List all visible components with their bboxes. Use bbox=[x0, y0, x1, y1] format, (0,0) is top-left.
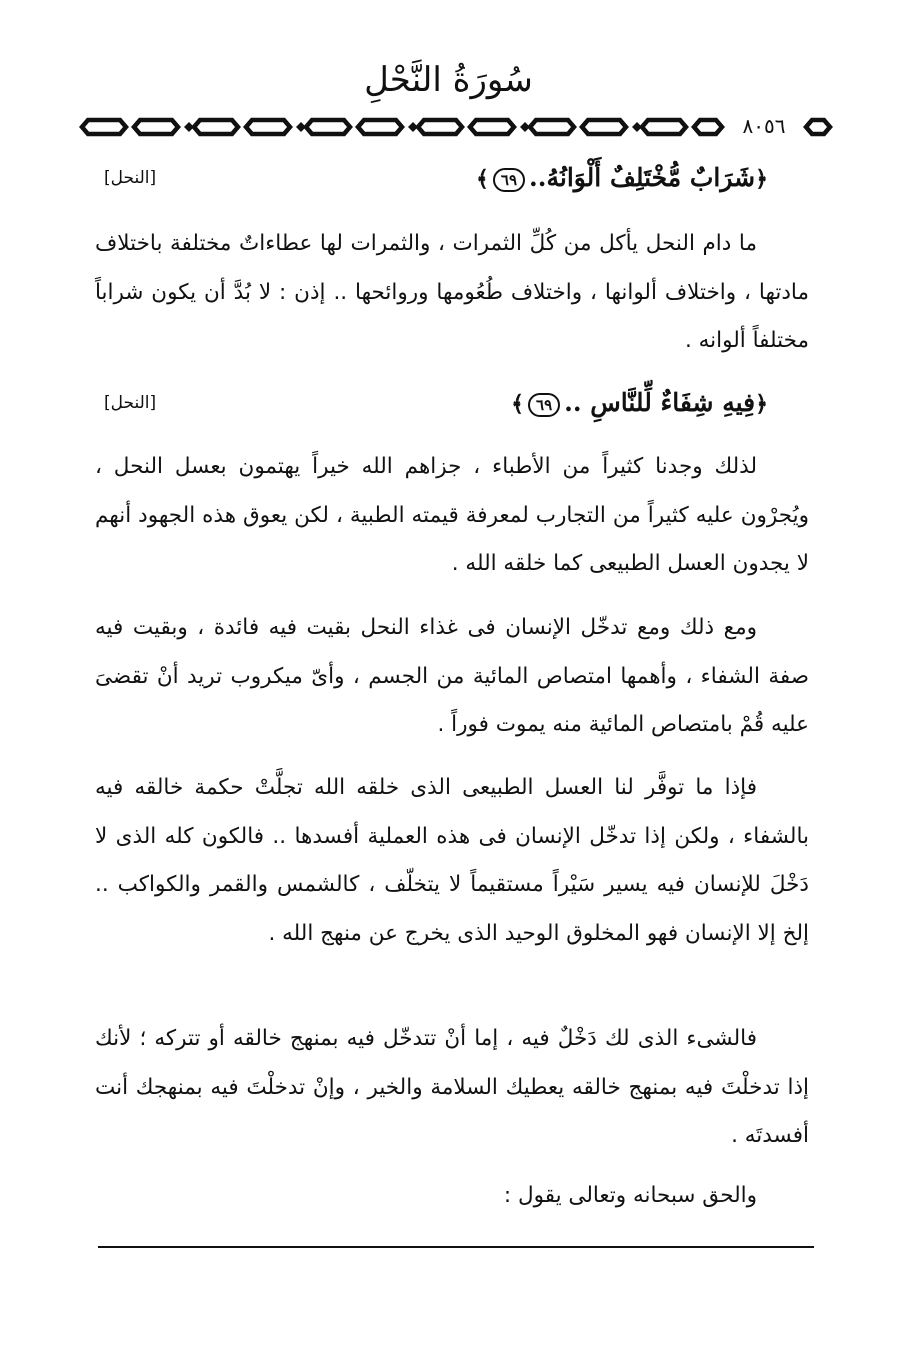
quran-verse bbox=[476, 158, 768, 199]
paragraph bbox=[95, 1015, 809, 1161]
surah-reference: [النحل] bbox=[104, 393, 157, 413]
verse-text: فِيهِ شِفَاءٌ لِّلنَّاسِ .. bbox=[564, 388, 756, 417]
decorative-header-band bbox=[72, 114, 838, 140]
page-number: ٨٠٥٦ bbox=[728, 112, 800, 140]
surah-reference: [النحل] bbox=[104, 168, 157, 188]
ornate-bracket-close: ﴾ bbox=[476, 166, 489, 192]
ornate-bracket-open: ﴿ bbox=[755, 166, 768, 192]
footer-rule bbox=[98, 1246, 814, 1248]
verse-row bbox=[100, 383, 812, 423]
verse-text: شَرَابٌ مُّخْتَلِفٌ أَلْوَانُهُ.. bbox=[529, 163, 756, 192]
paragraph-text: لذلك وجدنا كثيراً من الأطباء ، جزاهم الله خيراً يهتمون بعسل النحل ، ويُجرْون عليه كثيراً من التجارب لمعرفة قيمته الطبية ، لكن يعوق هذه الجهود أنهم لا يجدون العسل الطبيعى كما خلقه الله . bbox=[95, 454, 809, 576]
paragraph-text: فإذا ما توفَّر لنا العسل الطبيعى الذى خلقه الله تجلَّتْ حكمة خالقه فيه بالشفاء ، ولكن إذا تدخّل الإنسان فى هذه العملية أفسدها .. فالكون كله الذى لا دَخْلَ للإنسان فيه يسير سَيْراً مستقيماً لا يتخلّف ، كالشمس والقمر والكواكب .. إلخ إلا الإنسان فهو المخلوق الوحيد الذى يخرج عن منهج الله . bbox=[95, 775, 809, 946]
paragraph bbox=[95, 764, 809, 958]
paragraph bbox=[95, 1172, 809, 1221]
paragraph bbox=[95, 443, 809, 589]
ornate-bracket-close: ﴾ bbox=[511, 391, 525, 417]
paragraph-text: والحق سبحانه وتعالى يقول : bbox=[503, 1183, 757, 1208]
quran-verse bbox=[511, 383, 768, 424]
verse-row bbox=[100, 158, 812, 198]
verse-number-badge: ٦٩ bbox=[528, 393, 560, 417]
ornate-bracket-open: ﴿ bbox=[755, 391, 768, 417]
surah-title: سُورَةُ النَّحْلِ bbox=[364, 60, 533, 100]
verse-number-badge: ٦٩ bbox=[493, 168, 525, 192]
paragraph-text: فالشىء الذى لك دَخْلٌ فيه ، إما أنْ تتدخّل فيه بمنهج خالقه أو تتركه ؛ لأنك إذا تدخلْتَ فيه بمنهج خالقه يعطيك السلامة والخير ، وإنْ تدخلْتَ فيه بمنهجك أنت أفسدتَه . bbox=[95, 1026, 809, 1148]
paragraph bbox=[95, 604, 809, 750]
paragraph-text: ومع ذلك ومع تدخّل الإنسان فى غذاء النحل بقيت فيه فائدة ، وبقيت فيه صفة الشفاء ، وأهمها امتصاص المائية من الجسم ، وأىّ ميكروب تريد أنْ تقضىَ عليه قُمْ بامتصاص المائية منه يموت فوراً . bbox=[95, 615, 809, 737]
paragraph bbox=[95, 220, 809, 366]
paragraph-text: ما دام النحل يأكل من كُلِّ الثمرات ، والثمرات لها عطاءاتٌ مختلفة باختلاف مادتها ، واختلاف ألوانها ، واختلاف طُعُومها وروائحها .. إذن : لا بُدَّ أن يكون شراباً مختلفاً ألوانه . bbox=[95, 231, 809, 353]
